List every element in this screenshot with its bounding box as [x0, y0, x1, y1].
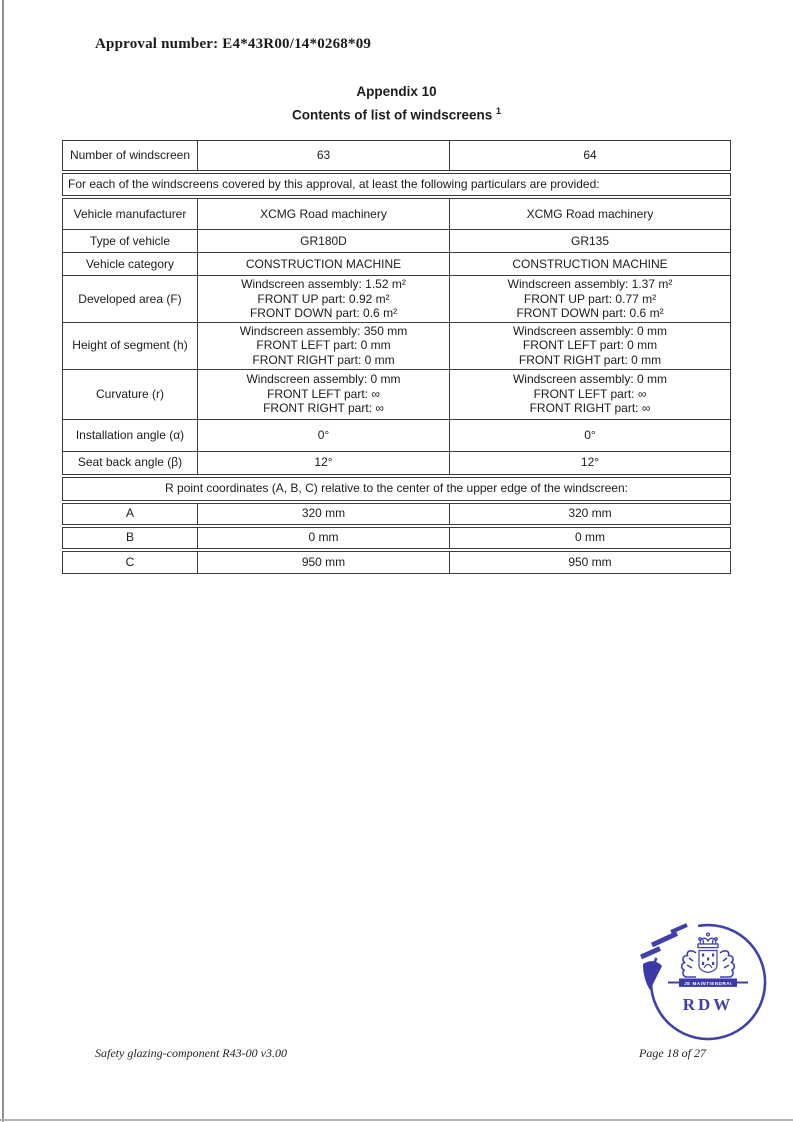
- cell-63: Windscreen assembly: 350 mm FRONT LEFT part: 0 mm FRONT RIGHT part: 0 mm: [197, 323, 449, 369]
- cell-64: 320 mm: [449, 504, 730, 524]
- cell-64: CONSTRUCTION MACHINE: [449, 253, 730, 275]
- rdw-stamp-logo: [640, 920, 785, 1042]
- table-row: [63, 199, 730, 229]
- table-row: [63, 552, 730, 573]
- table-section-main: [62, 198, 731, 475]
- windscreen-64-cell: 64: [449, 141, 730, 170]
- approval-number: Approval number: E4*43R00/14*0268*09: [95, 36, 372, 52]
- table-section-row-b: [62, 527, 731, 549]
- stamp-wedge-icon: [643, 961, 662, 990]
- cell-64: 0 mm: [449, 528, 730, 548]
- row-label: A: [125, 506, 134, 521]
- table-section-row-a: [62, 503, 731, 525]
- table-section-row-c: [62, 551, 731, 574]
- row-label: Developed area (F): [78, 291, 182, 306]
- row-label: Vehicle category: [85, 256, 175, 271]
- table-row: [63, 322, 730, 369]
- cell-64: GR135: [449, 230, 730, 252]
- table-row: [63, 252, 730, 275]
- cell-64: Windscreen assembly: 0 mm FRONT LEFT part: 0 mm FRONT RIGHT part: 0 mm: [449, 323, 730, 369]
- cell-63: 0 mm: [197, 528, 449, 548]
- cell-63: CONSTRUCTION MACHINE: [197, 253, 449, 275]
- cell-63: XCMG Road machinery: [197, 199, 449, 229]
- cell-64: 0°: [449, 420, 730, 451]
- banner-motto-text: JE MAINTIENDRAI: [684, 980, 732, 986]
- row-label: Height of segment (h): [72, 338, 188, 353]
- windscreens-table: [62, 140, 731, 574]
- row-label: Type of vehicle: [89, 233, 171, 248]
- cell-63: 0°: [197, 420, 449, 451]
- table-row: [63, 229, 730, 252]
- table-row: [63, 275, 730, 322]
- cell-64: 12°: [449, 452, 730, 474]
- table-row: [63, 369, 730, 419]
- table-section-header: [62, 140, 731, 171]
- table-row: [63, 528, 730, 548]
- table-row: [63, 504, 730, 524]
- stamp-stripe-icon: [652, 934, 677, 946]
- footer-document-reference: Safety glazing-component R43-00 v3.00: [95, 1046, 287, 1060]
- shield-icon: [699, 951, 717, 973]
- crown-icon: [698, 933, 718, 948]
- table-row: [63, 451, 730, 474]
- lion-left-icon: [682, 951, 696, 977]
- windscreen-63-cell: 63: [197, 141, 449, 170]
- cell-63: 950 mm: [197, 552, 449, 573]
- appendix-title: Appendix 10: [356, 84, 437, 99]
- footer-page-number: Page 18 of 27: [639, 1046, 706, 1060]
- lion-right-icon: [720, 951, 734, 977]
- row-label: Vehicle manufacturer: [73, 206, 187, 221]
- cell-64: 950 mm: [449, 552, 730, 573]
- cell-64: Windscreen assembly: 0 mm FRONT LEFT part: ∞ FRONT RIGHT part: ∞: [449, 370, 730, 419]
- contents-title: [0, 106, 793, 123]
- footnote-marker: 1: [496, 106, 502, 116]
- row-label: B: [125, 530, 134, 545]
- table-note: For each of the windscreens covered by this approval, at least the following particulars are provided:: [68, 177, 600, 192]
- cell-63: 320 mm: [197, 504, 449, 524]
- rpoint-header: R point coordinates (A, B, C) relative to the center of the upper edge of the windscreen:: [165, 481, 628, 496]
- scan-bottom-edge: [0, 1119, 793, 1121]
- cell-64: XCMG Road machinery: [449, 199, 730, 229]
- stamp-stripe-icon: [641, 949, 660, 958]
- cell-63: 12°: [197, 452, 449, 474]
- table-row: [63, 419, 730, 451]
- cell-63: GR180D: [197, 230, 449, 252]
- row-label: Seat back angle (β): [77, 455, 183, 470]
- row-label: Curvature (r): [95, 386, 164, 401]
- table-row: [63, 141, 730, 170]
- cell-63: Windscreen assembly: 1.52 m² FRONT UP part: 0.92 m² FRONT DOWN part: 0.6 m²: [197, 276, 449, 322]
- cell-64: Windscreen assembly: 1.37 m² FRONT UP part: 0.77 m² FRONT DOWN part: 0.6 m²: [449, 276, 730, 322]
- row-label: Installation angle (α): [75, 427, 185, 442]
- cell-63: Windscreen assembly: 0 mm FRONT LEFT part: ∞ FRONT RIGHT part: ∞: [197, 370, 449, 419]
- stamp-stripe-icon: [671, 925, 687, 932]
- contents-title-text: Contents of list of windscreens: [291, 107, 493, 123]
- table-section-rpoint-header: [62, 477, 731, 501]
- scan-left-edge: [2, 0, 4, 1122]
- rdw-text: RDW: [682, 995, 734, 1014]
- row-label: Number of windscreen: [69, 148, 191, 163]
- table-section-note: [62, 173, 731, 196]
- row-label: C: [125, 554, 135, 569]
